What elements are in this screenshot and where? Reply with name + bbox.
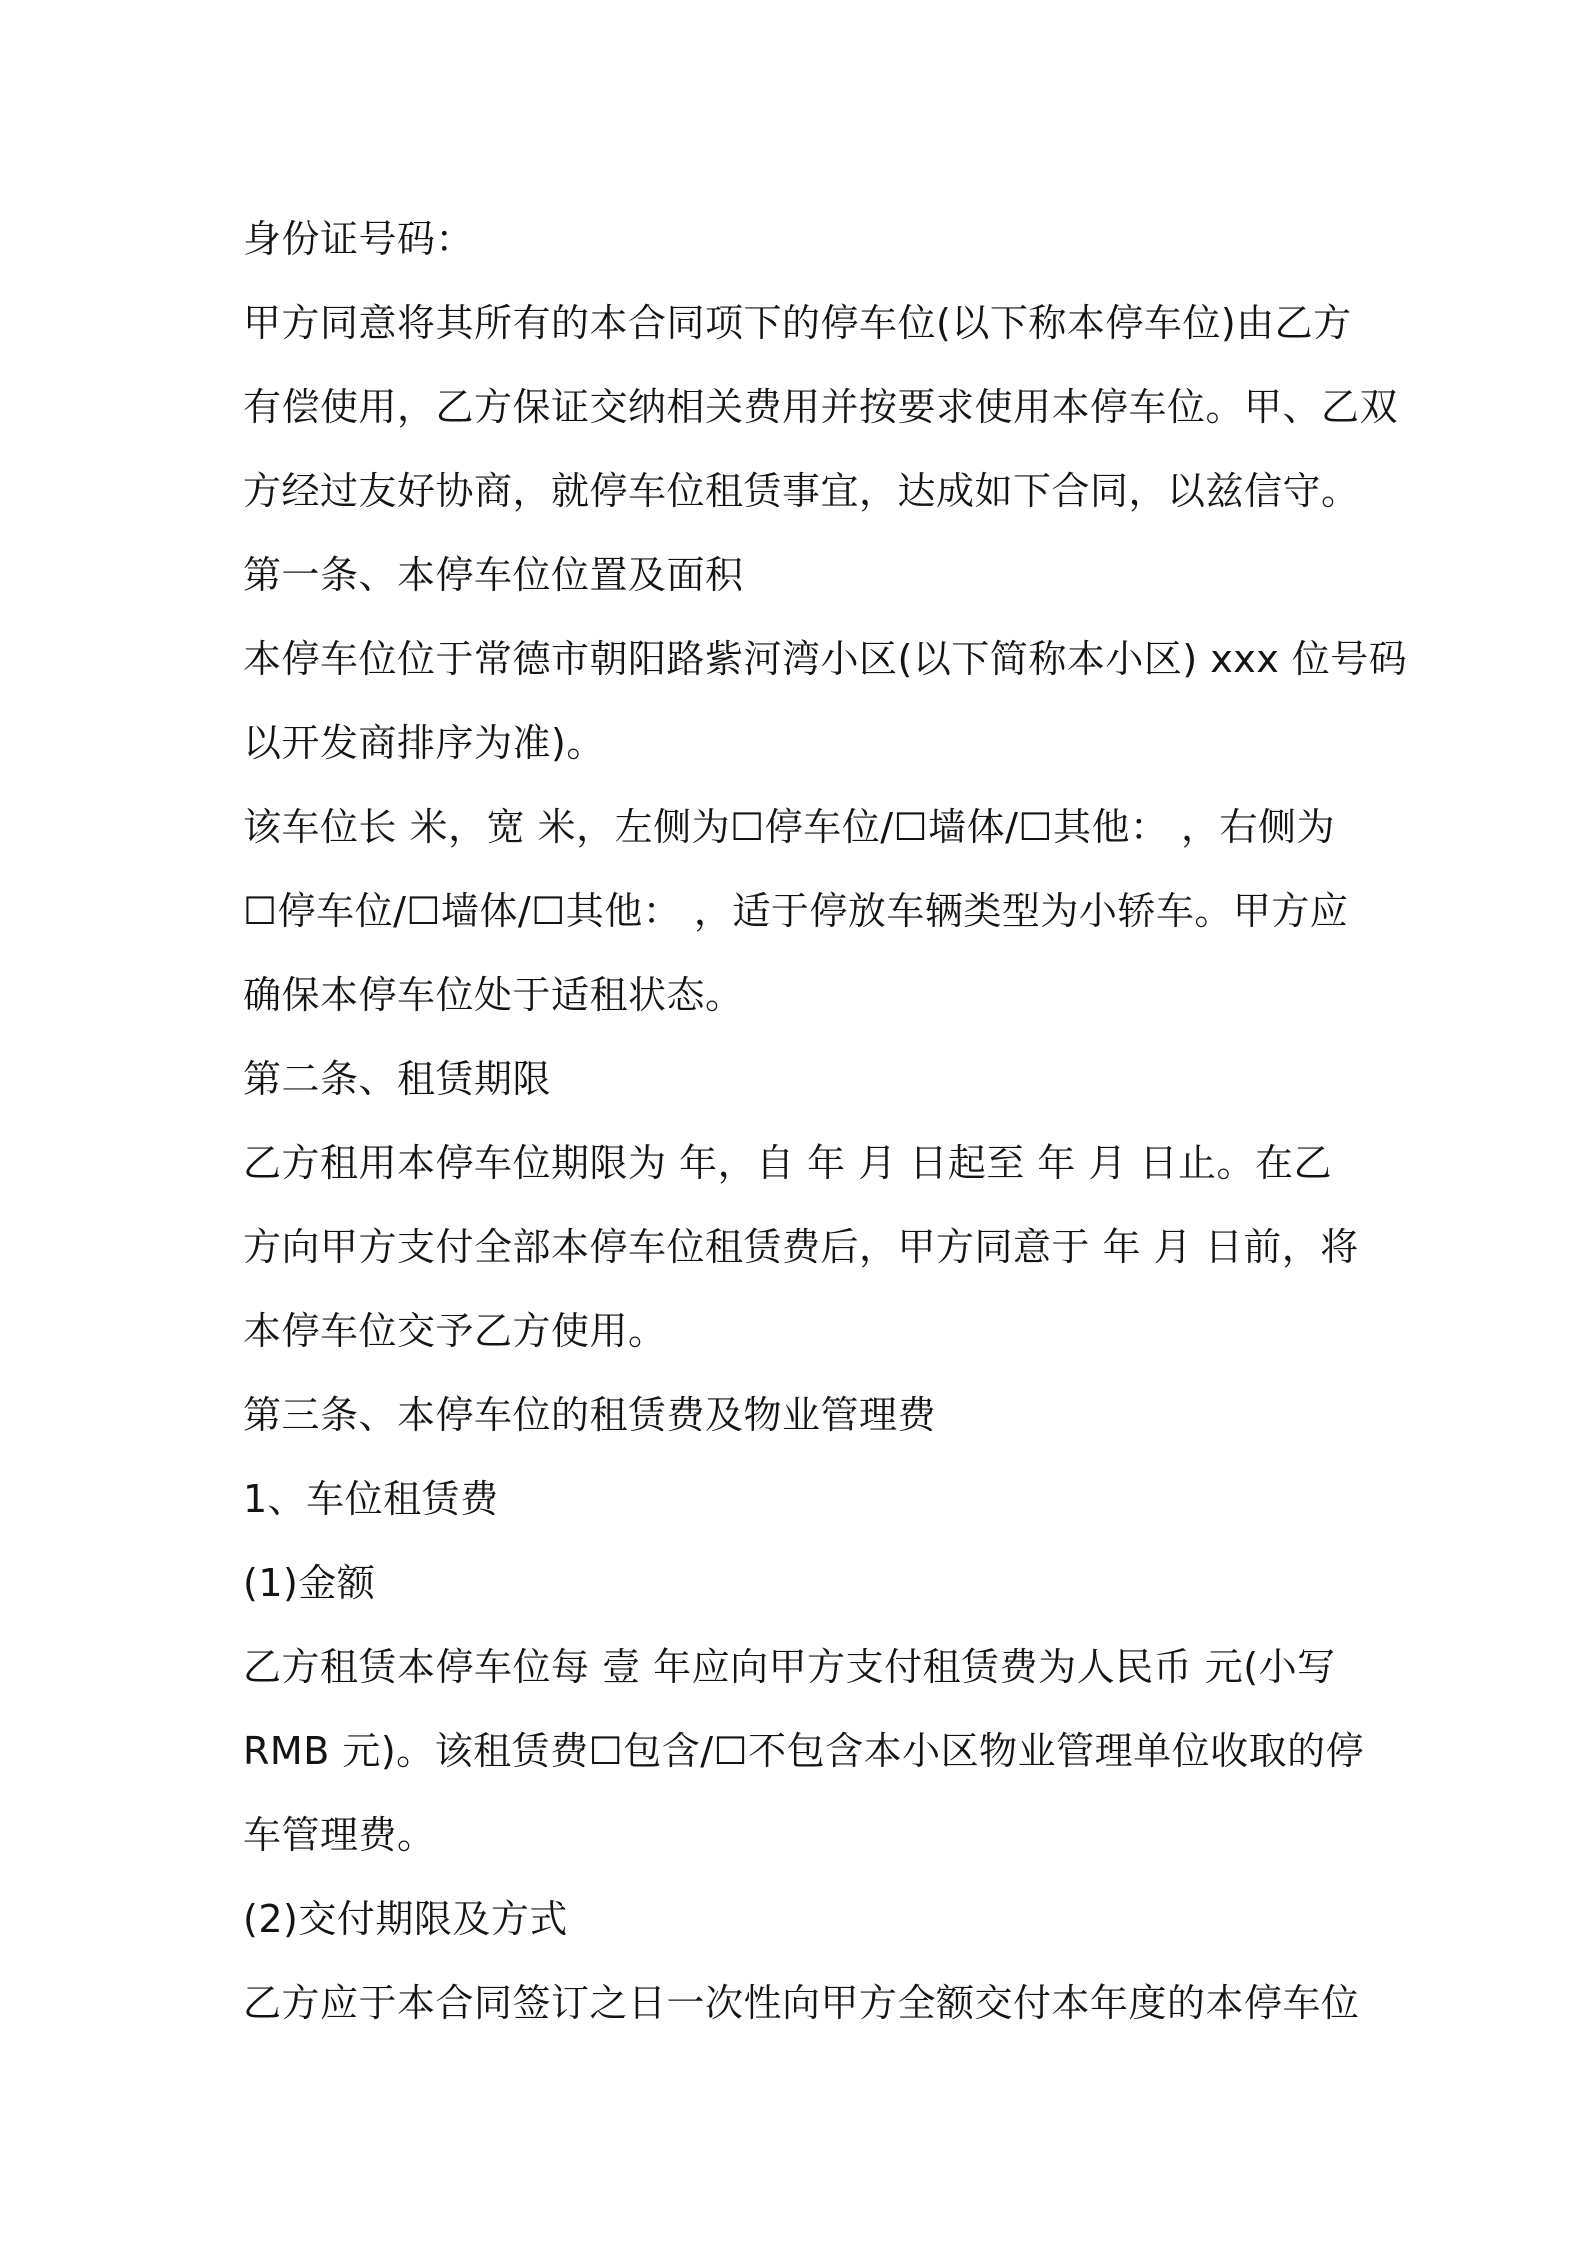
paragraph-line: 方向甲方支付全部本停车位租赁费后，甲方同意于 年 月 日前，将: [243, 1225, 1359, 1269]
paragraph-line: 本停车位位于常德市朝阳路紫河湾小区(以下简称本小区) xxx 位号码: [243, 637, 1408, 681]
paragraph-line: 乙方应于本合同签订之日一次性向甲方全额交付本年度的本停车位: [243, 1981, 1360, 2025]
paragraph-line: 有偿使用，乙方保证交纳相关费用并按要求使用本停车位。甲、乙双: [243, 385, 1399, 429]
paragraph-line: 本停车位交予乙方使用。: [243, 1309, 667, 1353]
paragraph-line: 乙方租赁本停车位每 壹 年应向甲方支付租赁费为人民币 元(小写: [243, 1645, 1336, 1689]
document-body: [243, 197, 1408, 2045]
paragraph-line: 确保本停车位处于适租状态。: [243, 973, 744, 1017]
paragraph-line: RMB 元)。该租赁费☐包含/☐不包含本小区物业管理单位收取的停: [243, 1729, 1365, 1773]
paragraph-line: 甲方同意将其所有的本合同项下的停车位(以下称本停车位)由乙方: [243, 301, 1352, 345]
paragraph-line: 乙方租用本停车位期限为 年，自 年 月 日起至 年 月 日止。在乙: [243, 1141, 1333, 1185]
paragraph-line: ☐停车位/☐墙体/☐其他： ，适于停放车辆类型为小轿车。甲方应: [243, 889, 1349, 933]
subsection-heading: (2)交付期限及方式: [243, 1897, 568, 1941]
paragraph-line: 车管理费。: [243, 1813, 436, 1857]
article-3-heading: 第三条、本停车位的租赁费及物业管理费: [243, 1393, 937, 1437]
paragraph-line: 该车位长 米，宽 米，左侧为☐停车位/☐墙体/☐其他： ，右侧为: [243, 805, 1336, 849]
id-number-label: 身份证号码：: [243, 217, 475, 261]
paragraph-line: 以开发商排序为准)。: [243, 721, 605, 765]
article-1-heading: 第一条、本停车位位置及面积: [243, 553, 744, 597]
article-2-heading: 第二条、租赁期限: [243, 1057, 552, 1101]
subsection-heading: 1、车位租赁费: [243, 1477, 499, 1521]
subsection-heading: (1)金额: [243, 1561, 376, 1605]
paragraph-line: 方经过友好协商，就停车位租赁事宜，达成如下合同，以兹信守。: [243, 469, 1360, 513]
